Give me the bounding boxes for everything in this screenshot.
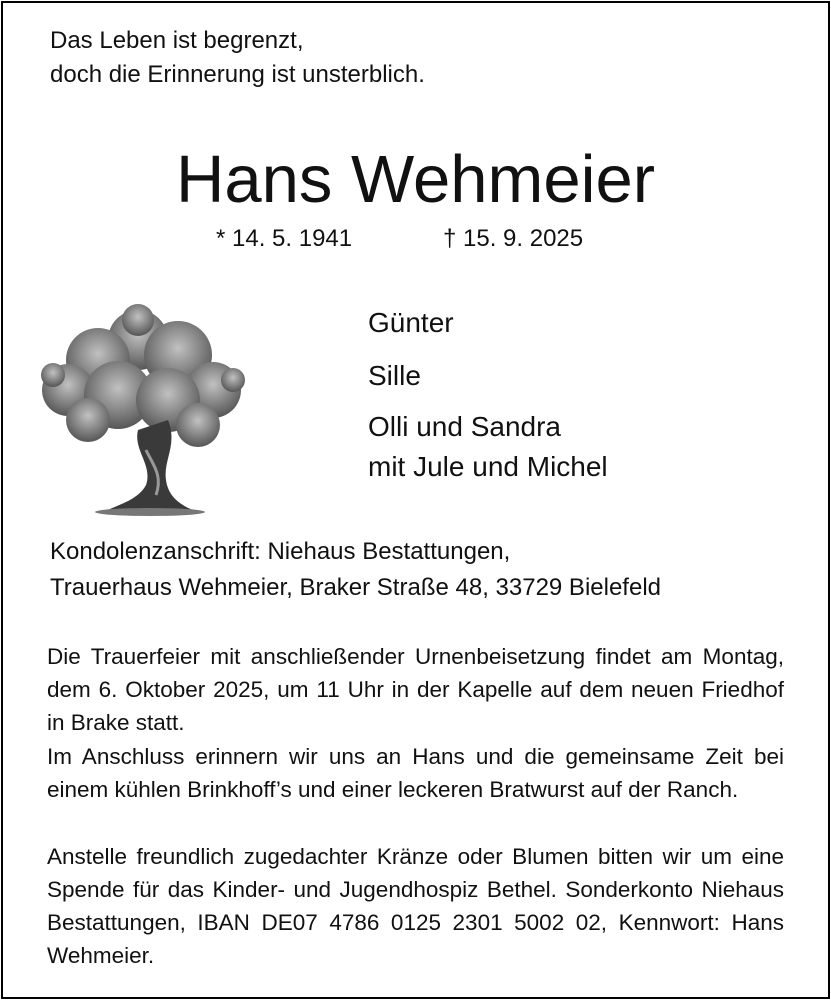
motto (50, 24, 425, 92)
mourner-2: Sille (368, 360, 421, 391)
gathering-paragraph: Im Anschluss erinnern wir uns an Hans und die gemeinsame Zeit bei einem kühlen Brinkhoff’s und einer leckeren Bratwurst auf der Ranch. (47, 744, 784, 802)
mourner-3: Olli und Sandra (368, 411, 562, 442)
mourner-1: Günter (368, 307, 454, 338)
address-line-1: Kondolenzanschrift: Niehaus Bestattungen, (50, 538, 511, 565)
motto-line-1: Das Leben ist begrenzt, (50, 27, 304, 54)
olive-tree-image (38, 300, 248, 518)
condolence-address (50, 534, 661, 606)
motto-line-2: doch die Erinnerung ist unsterblich. (50, 61, 425, 88)
deceased-name: Hans Wehmeier (175, 142, 656, 217)
birth-date: * 14. 5. 1941 (216, 225, 353, 252)
mourner-4: mit Jule und Michel (368, 451, 608, 482)
donation-paragraph: Anstelle freundlich zugedachter Kränze oder Blumen bitten wir um eine Spende für das Kinder- und Jugendhospiz Bethel. Sonderkonto Niehaus Bestattungen, IBAN DE07 4786 0125 2301 5002 02, Kennwort: Hans Wehmeier. (47, 844, 784, 968)
death-date: † 15. 9. 2025 (443, 225, 584, 252)
funeral-info-paragraph: Die Trauerfeier mit anschließender Urnenbeisetzung findet am Montag, dem 6. Oktober 2025, um 11 Uhr in der Kapelle auf dem neuen Friedhof in Brake statt. (47, 644, 784, 735)
address-line-2: Trauerhaus Wehmeier, Braker Straße 48, 33729 Bielefeld (50, 574, 661, 601)
